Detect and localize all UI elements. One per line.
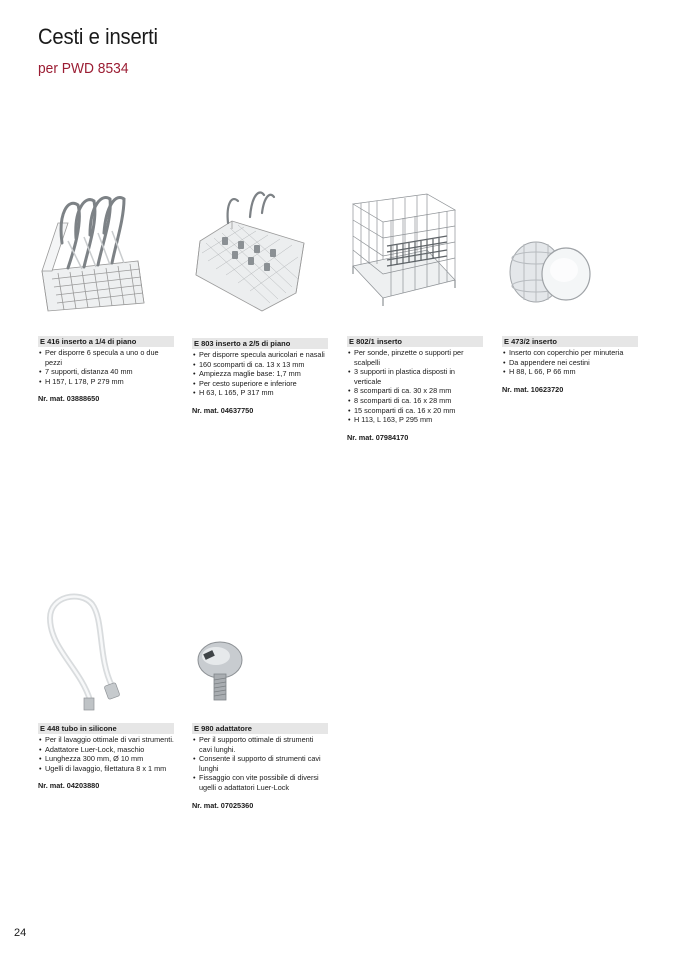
- cylinder-basket-icon: [504, 236, 596, 308]
- product-title: E 980 adattatore: [192, 723, 328, 734]
- product-e473: [502, 336, 638, 394]
- product-bullet: • Adattatore Luer-Lock, maschio: [38, 745, 174, 755]
- product-bullet: • 15 scomparti di ca. 16 x 20 mm: [347, 406, 483, 416]
- product-bullet: • 8 scomparti di ca. 30 x 28 mm: [347, 386, 483, 396]
- product-bullet: • Lunghezza 300 mm, Ø 10 mm: [38, 754, 174, 764]
- product-bullet: • Inserto con coperchio per minuteria: [502, 348, 638, 358]
- product-material-number: Nr. mat. 07025360: [192, 800, 254, 810]
- product-bullet: • Per il lavaggio ottimale di vari strumenti.: [38, 735, 174, 745]
- product-bullet: • Da appendere nei cestini: [502, 358, 638, 368]
- product-bullet: • H 63, L 165, P 317 mm: [192, 388, 328, 398]
- product-bullet: • H 157, L 178, P 279 mm: [38, 377, 174, 387]
- product-e448: [38, 723, 174, 790]
- product-bullet: • 8 scomparti di ca. 16 x 28 mm: [347, 396, 483, 406]
- product-bullet: • 160 scomparti di ca. 13 x 13 mm: [192, 360, 328, 370]
- product-bullet: • Consente il supporto di strumenti cavi lunghi: [192, 754, 328, 773]
- product-bullet: • Per cesto superiore e inferiore: [192, 379, 328, 389]
- basket-oval-icon: [192, 183, 312, 313]
- adapter-icon: [192, 638, 252, 706]
- product-bullet: • Per disporre 6 specula a uno o due pezzi: [38, 348, 174, 367]
- product-bullet: • Per disporre specula auricolari e nasali: [192, 350, 328, 360]
- product-title: E 473/2 inserto: [502, 336, 638, 347]
- product-e802: [347, 336, 483, 442]
- page-title: Cesti e inserti: [38, 24, 158, 49]
- product-bullet: • Fissaggio con vite possibile di diversi ugelli o adattatori Luer-Lock: [192, 773, 328, 792]
- product-e416: [38, 336, 174, 403]
- product-e803: [192, 338, 328, 415]
- product-material-number: Nr. mat. 04637750: [192, 405, 254, 415]
- product-title: E 416 inserto a 1/4 di piano: [38, 336, 174, 347]
- product-bullet: • Ugelli di lavaggio, filettatura 8 x 1 mm: [38, 764, 174, 774]
- page-subtitle: per PWD 8534: [38, 60, 129, 77]
- product-bullet: • H 88, L 66, P 66 mm: [502, 367, 638, 377]
- silicone-tube-icon: [40, 588, 130, 716]
- product-title: E 448 tubo in silicone: [38, 723, 174, 734]
- product-title: E 803 inserto a 2/5 di piano: [192, 338, 328, 349]
- product-material-number: Nr. mat. 04203880: [38, 781, 100, 791]
- product-e980: [192, 723, 328, 810]
- wire-rack-icon: [347, 190, 459, 310]
- page-number: 24: [14, 927, 27, 939]
- product-material-number: Nr. mat. 03888650: [38, 394, 100, 404]
- product-bullet: • Per sonde, pinzette o supporti per scalpelli: [347, 348, 483, 367]
- basket-specula-icon: [38, 183, 148, 313]
- product-material-number: Nr. mat. 07984170: [347, 432, 409, 442]
- product-bullet: • 7 supporti, distanza 40 mm: [38, 367, 174, 377]
- product-bullet: • Per il supporto ottimale di strumenti cavi lunghi.: [192, 735, 328, 754]
- product-bullet: • Ampiezza maglie base: 1,7 mm: [192, 369, 328, 379]
- product-bullet: • 3 supporti in plastica disposti in verticale: [347, 367, 483, 386]
- product-bullet: • H 113, L 163, P 295 mm: [347, 415, 483, 425]
- product-title: E 802/1 inserto: [347, 336, 483, 347]
- product-material-number: Nr. mat. 10623720: [502, 384, 564, 394]
